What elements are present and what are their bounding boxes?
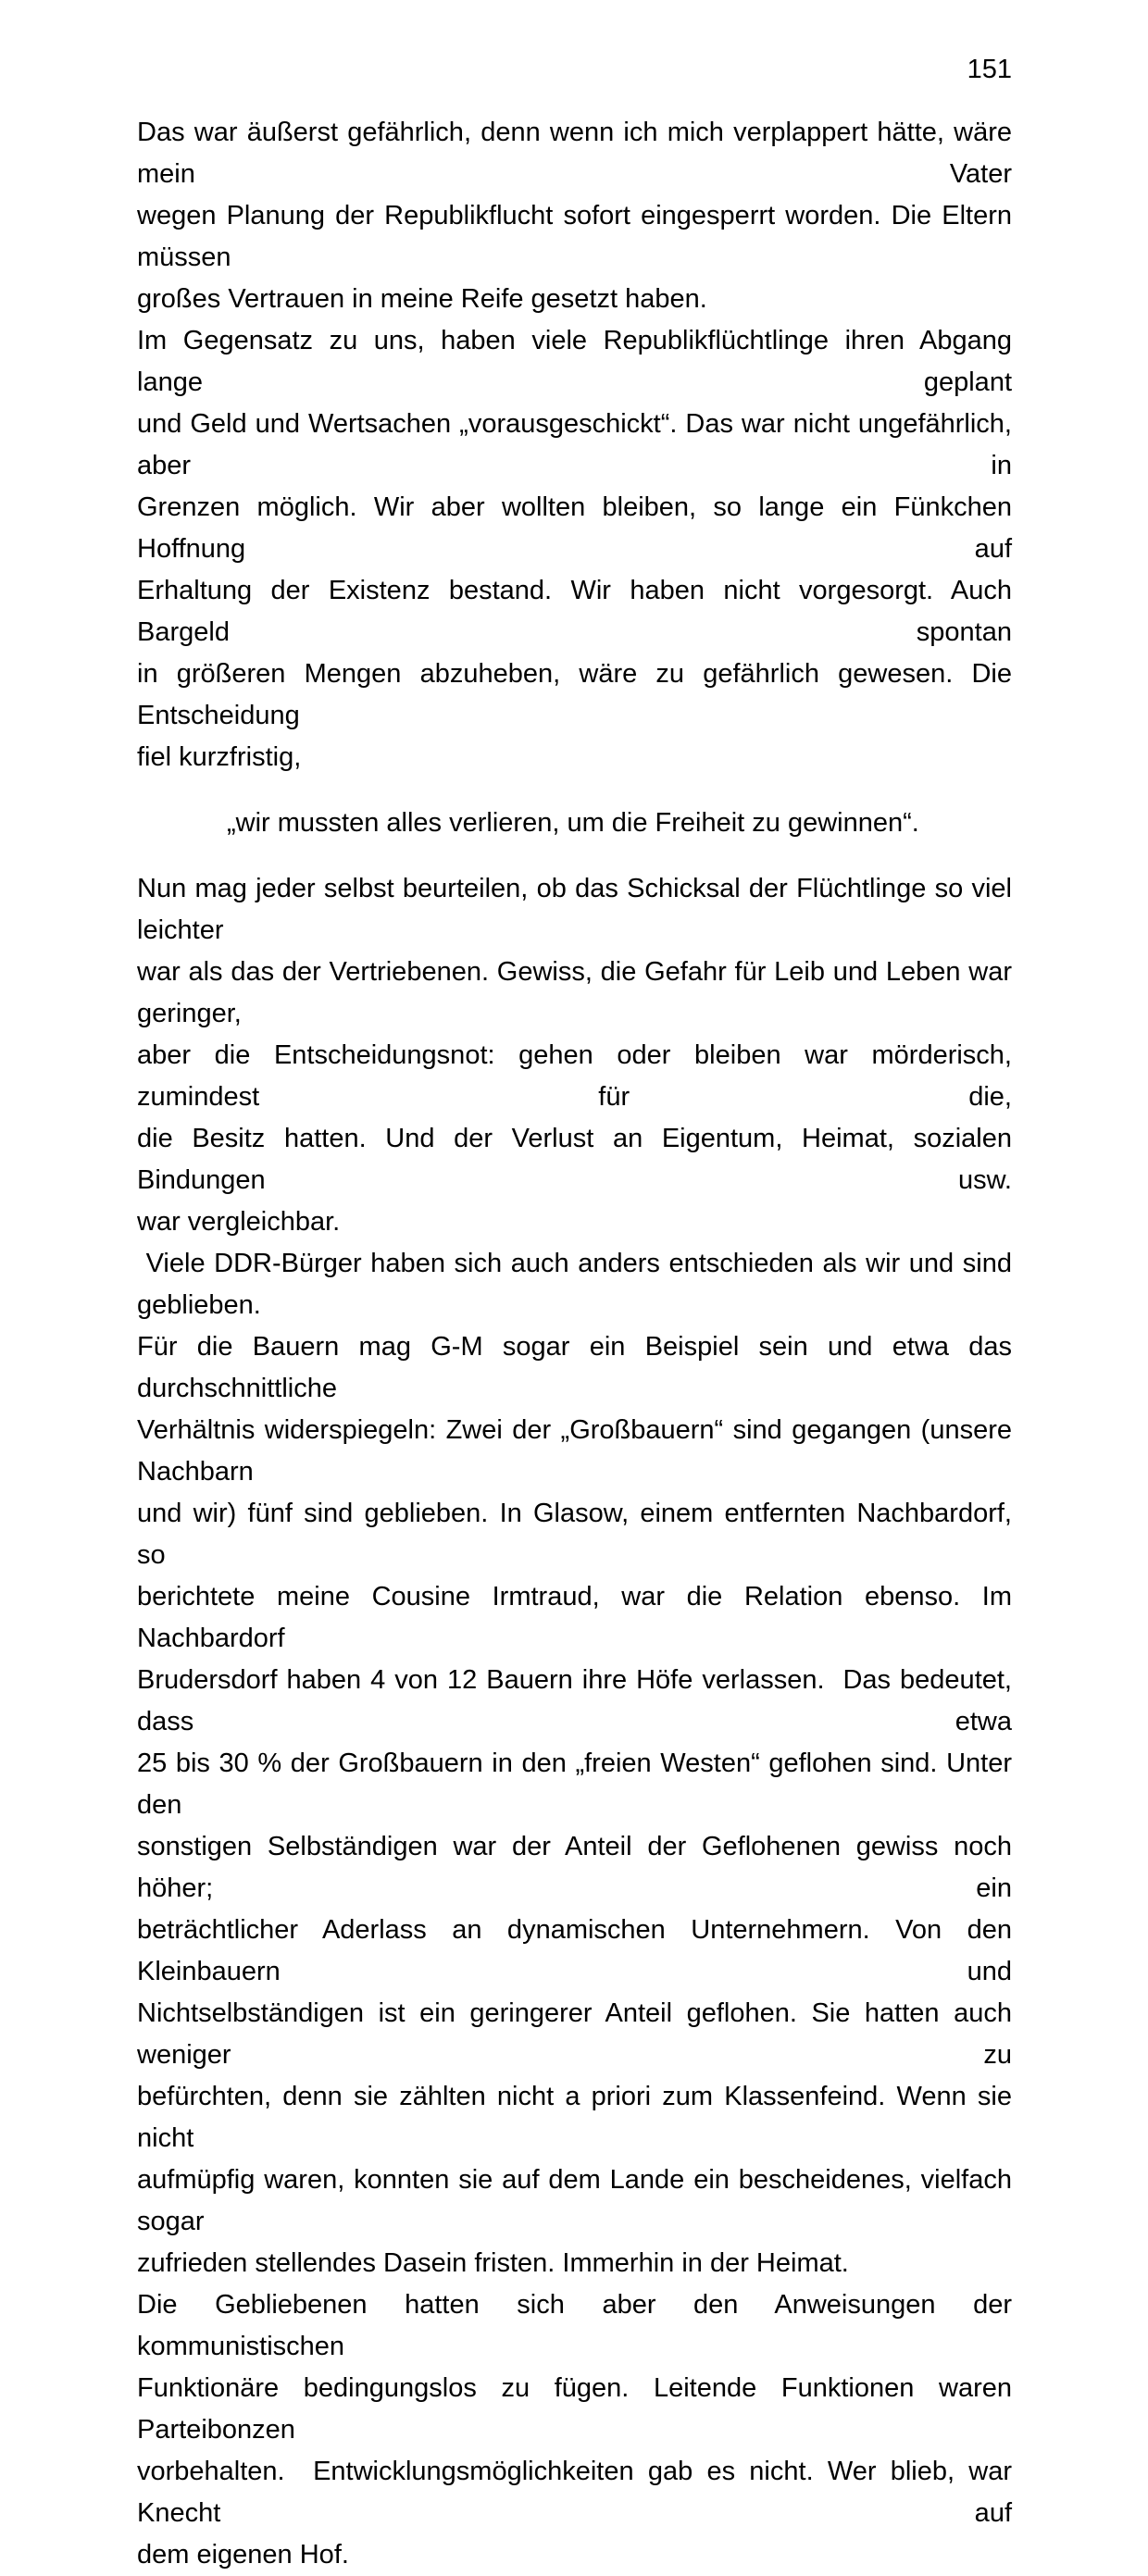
text-line: befürchten, denn sie zählten nicht a priori zum Klassenfeind. Wenn sie nicht <box>137 2082 1020 2153</box>
text-line: war als das der Vertriebenen. Gewiss, die Gefahr für Leib und Leben war geringer, <box>137 957 1020 1028</box>
text-line: Viele DDR-Bürger haben sich auch anders entschieden als wir und sind geblieben. <box>137 1249 1020 1320</box>
paragraph <box>137 320 1020 778</box>
text-line: großes Vertrauen in meine Reife gesetzt haben. <box>137 284 707 314</box>
text-line: wegen Planung der Republikflucht sofort eingesperrt worden. Die Eltern müssen <box>137 201 1020 272</box>
text-line: zufrieden stellendes Dasein fristen. Immerhin in der Heimat. <box>137 2248 849 2278</box>
text-line: war vergleichbar. <box>137 1207 341 1237</box>
page-number: 151 <box>967 55 1012 84</box>
text-line: sonstigen Selbständigen war der Anteil der Geflohenen gewiss noch höher; ein <box>137 1832 1020 1903</box>
text-line: aber die Entscheidungsnot: gehen oder bleiben war mörderisch, zumindest für die, <box>137 1040 1020 1112</box>
text-line: Verhältnis widerspiegeln: Zwei der „Großbauern“ sind gegangen (unsere Nachbarn <box>137 1415 1020 1487</box>
paragraph <box>137 1243 1028 2284</box>
text-line: und Geld und Wertsachen „vorausgeschickt“. Das war nicht ungefährlich, aber in <box>137 409 1020 480</box>
text-line: fiel kurzfristig, <box>137 742 302 772</box>
paragraph <box>137 2284 1020 2576</box>
text-line: aufmüpfig waren, konnten sie auf dem Lande ein bescheidenes, vielfach sogar <box>137 2165 1020 2236</box>
text-line: vorbehalten. Entwicklungsmöglichkeiten gab es nicht. Wer blieb, war Knecht auf <box>137 2457 1020 2528</box>
document-body <box>137 112 1028 2576</box>
text-line: Erhaltung der Existenz bestand. Wir haben nicht vorgesorgt. Auch Bargeld spontan <box>137 576 1020 647</box>
paragraph <box>137 112 1020 320</box>
text-line: berichtete meine Cousine Irmtraud, war die Relation ebenso. Im Nachbardorf <box>137 1582 1020 1653</box>
text-line: die Besitz hatten. Und der Verlust an Eigentum, Heimat, sozialen Bindungen usw. <box>137 1124 1020 1195</box>
text-line: Nun mag jeder selbst beurteilen, ob das Schicksal der Flüchtlinge so viel leichter <box>137 874 1020 945</box>
quote-paragraph <box>137 803 1012 844</box>
text-line: Grenzen möglich. Wir aber wollten bleiben, so lange ein Fünkchen Hoffnung auf <box>137 492 1020 564</box>
text-line: Für die Bauern mag G-M sogar ein Beispiel sein und etwa das durchschnittliche <box>137 1332 1020 1403</box>
text-line: Nichtselbständigen ist ein geringerer Anteil geflohen. Sie hatten auch weniger zu <box>137 1998 1020 2070</box>
text-line: und wir) fünf sind geblieben. In Glasow, einem entfernten Nachbardorf, so <box>137 1499 1020 1570</box>
text-line: 25 bis 30 % der Großbauern in den „freien Westen“ geflohen sind. Unter den <box>137 1748 1020 1820</box>
text-line: Im Gegensatz zu uns, haben viele Republikflüchtlinge ihren Abgang lange geplant <box>137 326 1020 397</box>
text-line: Brudersdorf haben 4 von 12 Bauern ihre Höfe verlassen. Das bedeutet, dass etwa <box>137 1665 1020 1736</box>
text-line: in größeren Mengen abzuheben, wäre zu gefährlich gewesen. Die Entscheidung <box>137 659 1020 730</box>
text-line: „wir mussten alles verlieren, um die Freiheit zu gewinnen“. <box>227 808 919 838</box>
text-line: Funktionäre bedingungslos zu fügen. Leitende Funktionen waren Parteibonzen <box>137 2373 1020 2445</box>
paragraph <box>137 868 1020 1243</box>
text-line: dem eigenen Hof. <box>137 2540 349 2570</box>
text-line: Das war äußerst gefährlich, denn wenn ich mich verplappert hätte, wäre mein Vater <box>137 118 1020 189</box>
text-line: Die Gebliebenen hatten sich aber den Anweisungen der kommunistischen <box>137 2290 1020 2361</box>
text-line: beträchtlicher Aderlass an dynamischen Unternehmern. Von den Kleinbauern und <box>137 1915 1028 1986</box>
